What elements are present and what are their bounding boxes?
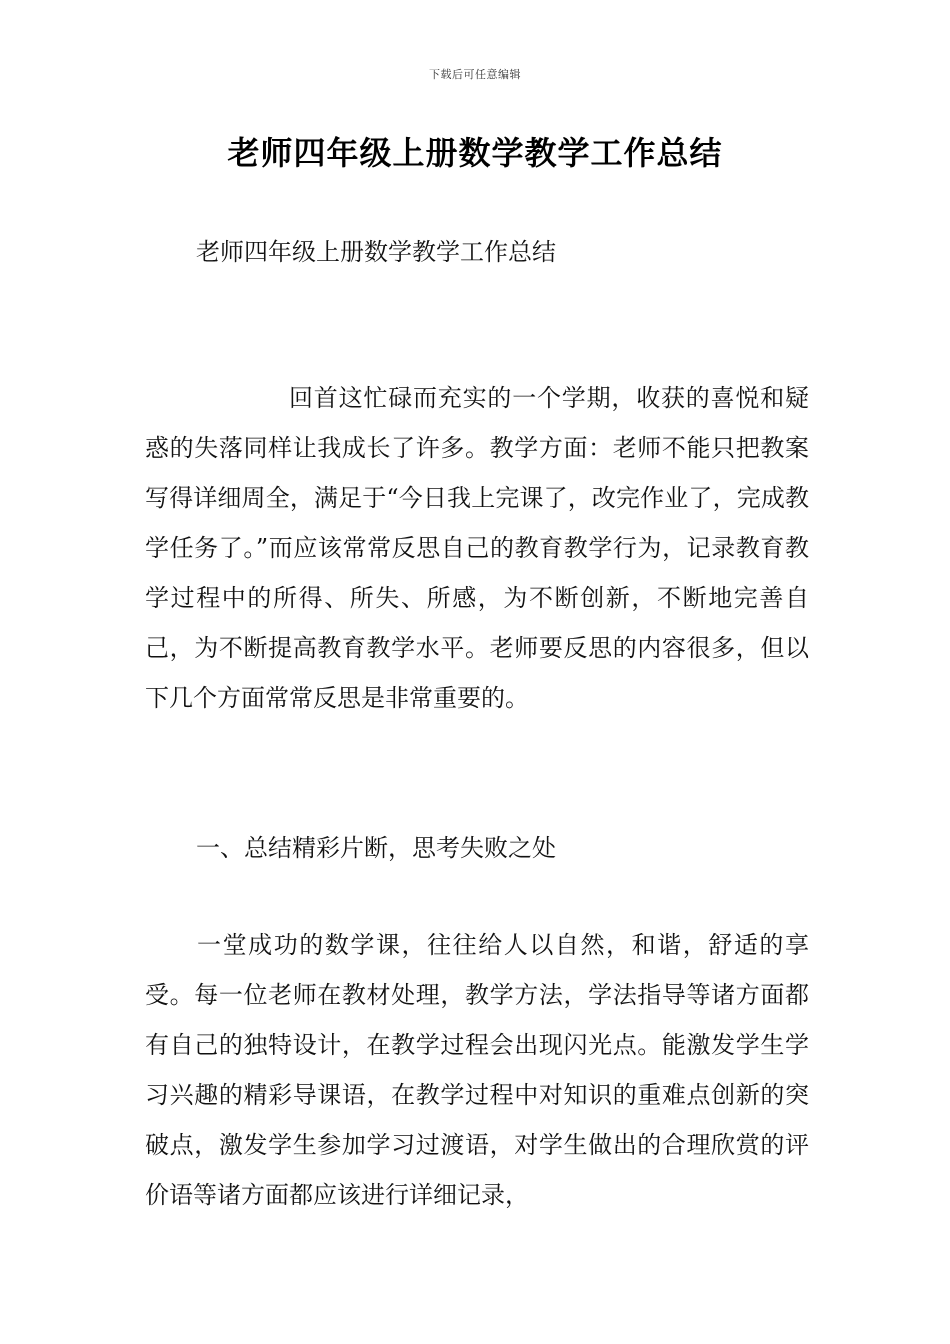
paragraph-intro: 回首这忙碌而充实的一个学期，收获的喜悦和疑惑的失落同样让我成长了许多。教学方面：老师不能只把教案写得详细周全，满足于“今日我上完课了，改完作业了，完成教学任务了。”而应该常常反思自己的教育教学行为，记录教育教学过程中的所得、所失、所感，为不断创新，不断地完善自己，为不断提高教育教学水平。老师要反思的内容很多，但以下几个方面常常反思是非常重要的。: [145, 384, 809, 712]
header-note: 下载后可任意编辑: [429, 68, 521, 81]
section-heading-1: 一、总结精彩片断，思考失败之处: [196, 834, 556, 862]
document-title: 老师四年级上册数学教学工作总结: [227, 134, 723, 172]
document-subtitle: 老师四年级上册数学教学工作总结: [196, 238, 556, 266]
paragraph-section-1: 一堂成功的数学课，往往给人以自然，和谐，舒适的享受。每一位老师在教材处理，教学方法，学法指导等诸方面都有自己的独特设计，在教学过程会出现闪光点。能激发学生学习兴趣的精彩导课语，在教学过程中对知识的重难点创新的突破点，激发学生参加学习过渡语，对学生做出的合理欣赏的评价语等诸方面都应该进行详细记录，: [145, 931, 809, 1209]
